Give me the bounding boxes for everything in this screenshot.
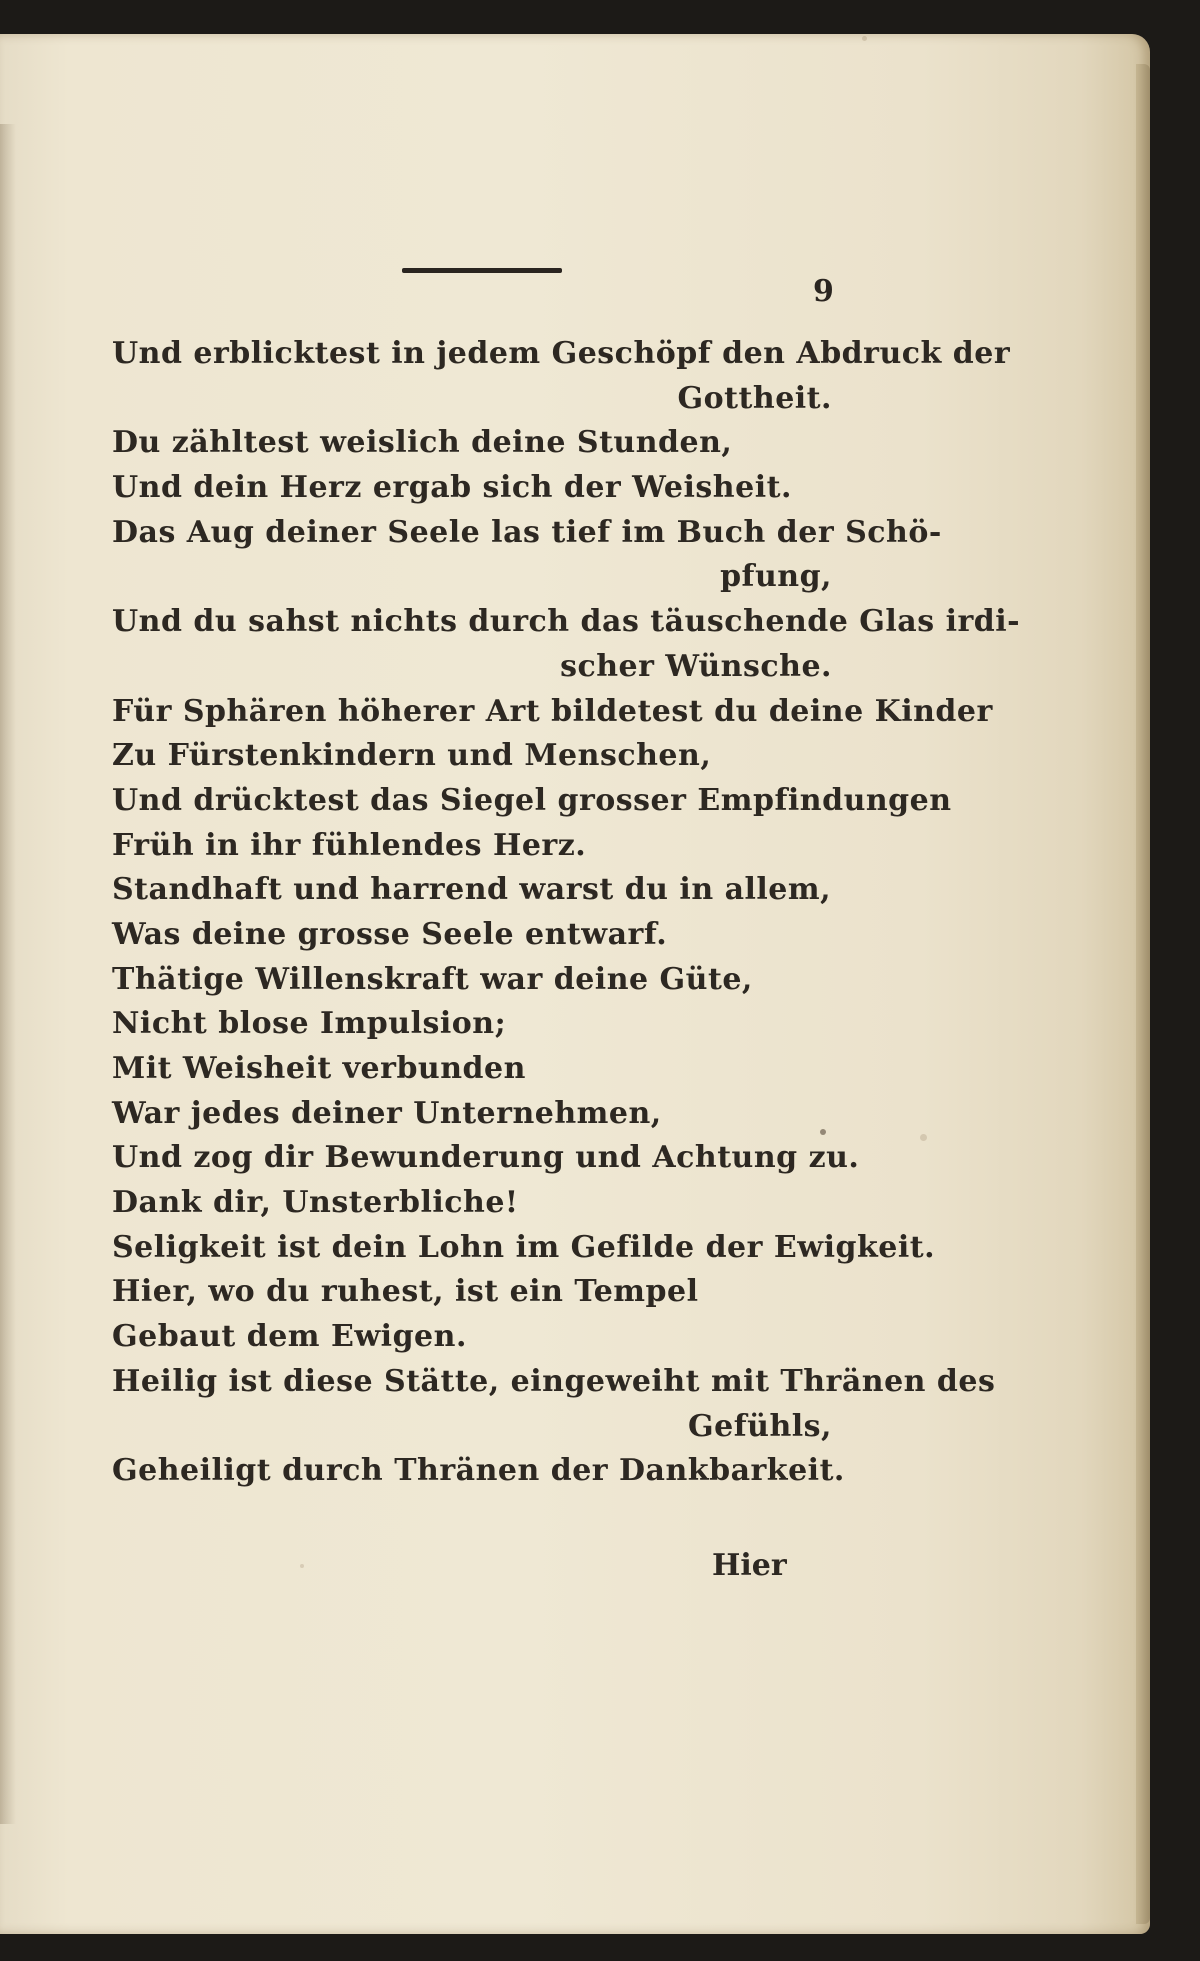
poem-line: Hier, wo du ruhest, ist ein Tempel [112,1274,699,1310]
continuation-line: Gefühls, [688,1408,832,1444]
foxing-spot [920,1134,927,1141]
continuation-line: pfung, [720,559,832,595]
foxing-spot [862,36,867,41]
poem-line: Und du sahst nichts durch das täuschende Glas irdi- [112,604,1021,640]
gutter-shadow [0,124,16,1824]
poem-line: Und erblicktest in jedem Geschöpf den Abdruck der [112,336,1011,371]
foxing-spot [300,1564,304,1568]
page-edge [1136,64,1150,1924]
poem-line: Gebaut dem Ewigen. [112,1319,467,1355]
poem-text [112,332,1021,1494]
poem-line: Standhaft und harrend warst du in allem, [112,872,832,908]
poem-line: Und zog dir Bewunderung und Achtung zu. [112,1140,860,1176]
poem-line: Geheiligt durch Thränen der Dankbarkeit. [112,1453,845,1489]
poem-line: Früh in ihr fühlendes Herz. [112,827,587,863]
poem-line: War jedes deiner Unternehmen, [112,1095,662,1131]
paper-sheet [0,34,1150,1934]
poem-line: Für Sphären höherer Art bildetest du deine Kinder [112,693,993,729]
poem-line: Du zähltest weislich deine Stunden, [112,425,733,461]
catchword: Hier [712,1548,787,1583]
poem-line: Heilig ist diese Stätte, eingeweiht mit Thränen des [112,1363,996,1399]
poem-line: Dank dir, Unsterbliche! [112,1185,519,1221]
continuation-line: Gottheit. [677,380,832,416]
poem-line: Nicht blose Impulsion; [112,1006,507,1042]
poem-line: Und drücktest das Siegel grosser Empfindungen [112,782,952,818]
continuation-line: scher Wünsche. [560,648,832,684]
page-number: 9 [813,274,834,309]
poem-line: Seligkeit ist dein Lohn im Gefilde der Ewigkeit. [112,1229,936,1265]
poem-line: Mit Weisheit verbunden [112,1051,526,1086]
poem-line: Das Aug deiner Seele las tief im Buch der Schö- [112,514,942,550]
poem-line: Was deine grosse Seele entwarf. [112,916,668,952]
header-rule [402,268,562,273]
poem-line: Zu Fürstenkindern und Menschen, [112,738,712,774]
poem-line: Und dein Herz ergab sich der Weisheit. [112,470,792,506]
poem-line: Thätige Willenskraft war deine Güte, [112,961,753,997]
